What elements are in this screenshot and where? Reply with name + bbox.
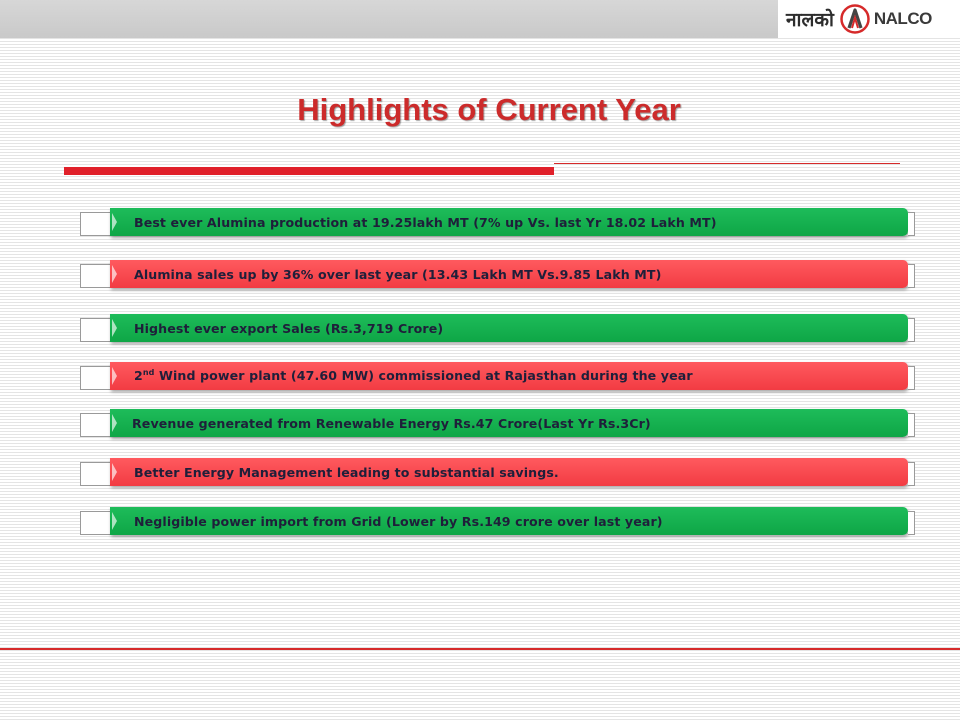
title-underline-thin [554, 163, 900, 164]
highlight-bar [110, 208, 908, 236]
highlight-text: Revenue generated from Renewable Energy Rs.47 Crore(Last Yr Rs.3Cr) [132, 415, 651, 431]
bar-end-cap [908, 413, 915, 437]
bar-end-cap [908, 264, 915, 288]
bullet-box [80, 318, 113, 342]
arrow-notch-icon [112, 367, 117, 385]
bullet-box [80, 264, 113, 288]
title-underline-thick [64, 167, 554, 175]
nalco-emblem-icon [840, 4, 870, 34]
footer-divider [0, 648, 960, 650]
highlight-bar [110, 362, 908, 390]
ordinal-number: 2 [134, 368, 143, 384]
highlight-bar [110, 507, 908, 535]
arrow-notch-icon [112, 213, 117, 231]
arrow-notch-icon [112, 265, 117, 283]
highlight-bar [110, 409, 908, 437]
logo-nalco-text: NALCO [873, 9, 932, 28]
bar-end-cap [908, 511, 915, 535]
bullet-box [80, 462, 113, 486]
logo-hindi-text: नालको [786, 9, 834, 31]
bar-end-cap [908, 212, 915, 236]
page-title: Highlights of Current Year [297, 92, 681, 127]
bullet-box [80, 366, 113, 390]
arrow-notch-icon [112, 512, 117, 530]
highlight-bar [110, 314, 908, 342]
highlight-text-rest: Wind power plant (47.60 MW) commissioned at Rajasthan during the year [154, 368, 693, 384]
bar-end-cap [908, 462, 915, 486]
ordinal-superscript: nd [142, 368, 155, 378]
highlight-text: Better Energy Management leading to substantial savings. [134, 464, 559, 480]
highlight-text: Best ever Alumina production at 19.25lakh MT (7% up Vs. last Yr 18.02 Lakh MT) [134, 214, 717, 230]
arrow-notch-icon [112, 414, 117, 432]
nalco-logo [778, 0, 960, 38]
bar-end-cap [908, 366, 915, 390]
arrow-notch-icon [112, 463, 117, 481]
highlight-text: Negligible power import from Grid (Lower by Rs.149 crore over last year) [134, 513, 663, 529]
bullet-box [80, 413, 113, 437]
arrow-notch-icon [112, 319, 117, 337]
highlight-text: Alumina sales up by 36% over last year (13.43 Lakh MT Vs.9.85 Lakh MT) [134, 266, 662, 282]
highlight-bar [110, 458, 908, 486]
bullet-box [80, 212, 113, 236]
bar-end-cap [908, 318, 915, 342]
highlight-bar [110, 260, 908, 288]
highlight-text [134, 368, 693, 383]
bullet-box [80, 511, 113, 535]
highlight-text: Highest ever export Sales (Rs.3,719 Crore) [134, 320, 444, 336]
